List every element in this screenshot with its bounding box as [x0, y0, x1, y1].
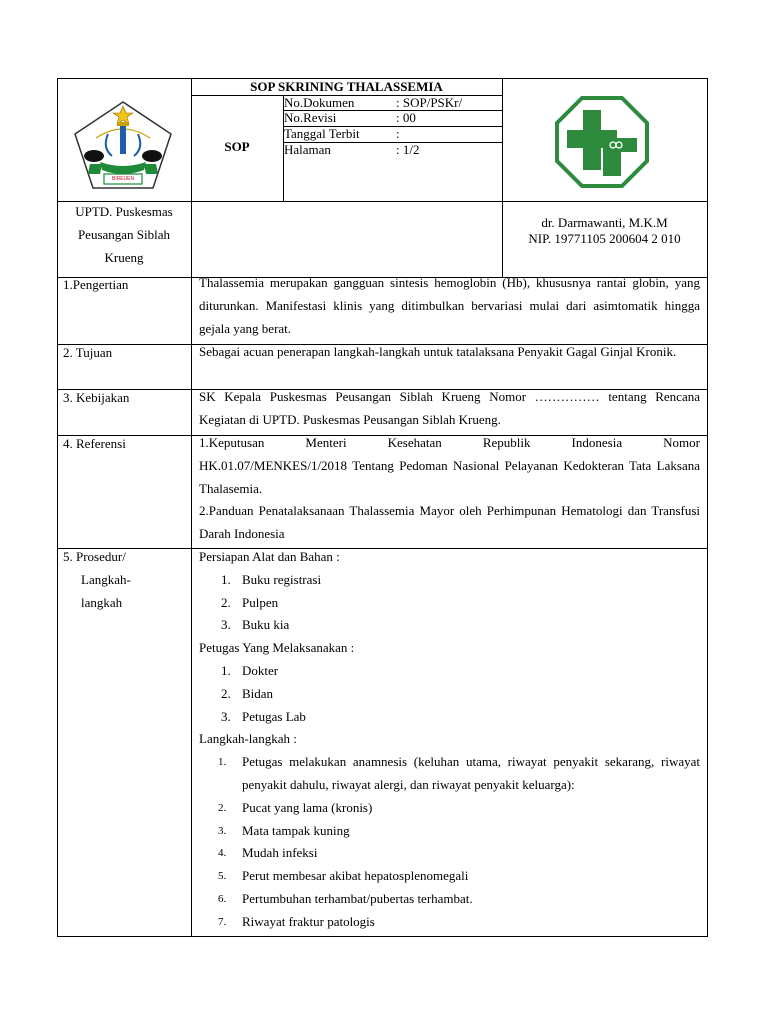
- list-item: 5. Perut membesar akibat hepatosplenomegali: [218, 868, 469, 884]
- section-label-pengertian: 1.Pengertian: [63, 277, 129, 292]
- prosedur-label-line-1: 5. Prosedur/: [63, 549, 126, 564]
- list-item: 7. Riwayat fraktur patologis: [218, 913, 375, 929]
- section-label-tujuan: 2. Tujuan: [63, 345, 113, 360]
- signatory-nip: NIP. 19771105 200604 2 010: [528, 231, 681, 246]
- meta-value-dokumen: : SOP/PSKr/: [396, 95, 463, 110]
- regency-logo: [72, 100, 174, 190]
- list-item: 2. Bidan: [221, 685, 274, 701]
- meta-value-halaman: : 1/2: [396, 142, 420, 157]
- signatory-name: dr. Darmawanti, M.K.M: [541, 215, 668, 230]
- petugas-heading: Petugas Yang Melaksanakan :: [199, 640, 355, 656]
- puskesmas-logo: [555, 96, 649, 188]
- list-item: 1. Dokter: [221, 662, 279, 678]
- section-text-prosedur: [199, 546, 700, 934]
- logo-banner-text: BIREUEN: [111, 176, 135, 182]
- section-text-tujuan: Sebagai acuan penerapan langkah-langkah untuk tatalaksana Penyakit Gagal Ginjal Kronik.: [199, 344, 677, 359]
- prosedur-label-line-2: Langkah-: [81, 571, 131, 587]
- prosedur-label-line-3: langkah: [81, 594, 123, 610]
- unit-name: [57, 200, 191, 269]
- unit-name-line-1: UPTD. Puskesmas: [75, 204, 173, 219]
- referensi-item-2: 2.Panduan Penatalaksanaan Thalassemia Mayor oleh Perhimpunan Hematologi dan Transfusi Darah Indonesia: [199, 503, 700, 542]
- section-text-pengertian: Thalassemia merupakan gangguan sintesis hemoglobin (Hb), khususnya rantai globin, yang diturunkan. Manifestasi klinis yang ditimbulkan bervariasi mulai dari asimtomatik hingga gejala yang berat.: [199, 275, 700, 336]
- puskesmas-cross-icon: [555, 96, 649, 188]
- referensi-item-1-first-line: 1.Keputusan Menteri Kesehatan Republik Indonesia Nomor: [199, 435, 700, 450]
- list-item: 2. Pucat yang lama (kronis): [218, 799, 373, 815]
- langkah-list: [199, 751, 700, 933]
- table-border-bottom: [57, 936, 708, 937]
- unit-name-line-3: Krueng: [104, 250, 144, 265]
- meta-label-dokumen: No.Dokumen: [284, 95, 355, 110]
- section-label-prosedur: [57, 546, 191, 614]
- list-item: 1. Buku registrasi: [221, 571, 322, 587]
- meta-label-tanggal: Tanggal Terbit: [284, 126, 360, 141]
- meta-label-halaman: Halaman: [284, 142, 331, 157]
- list-item: 2. Pulpen: [221, 594, 279, 610]
- list-item: 1. Petugas melakukan anamnesis (keluhan utama, riwayat penyakit sekarang, riwayat penyakit dahulu, riwayat alergi, dan riwayat penyakit keluarga):: [218, 754, 700, 792]
- list-item: 3. Mata tampak kuning: [218, 822, 350, 838]
- sop-label: SOP: [224, 139, 250, 154]
- list-item: 4. Mudah infeksi: [218, 845, 318, 861]
- petugas-list: [199, 660, 700, 728]
- signatory-block: [502, 215, 707, 247]
- document-title: SOP SKRINING THALASSEMIA: [250, 79, 443, 94]
- section-text-referensi: [199, 432, 700, 546]
- meta-label-revisi: No.Revisi: [284, 110, 337, 125]
- alat-heading: Persiapan Alat dan Bahan :: [199, 549, 340, 564]
- list-item: 3. Petugas Lab: [221, 708, 306, 724]
- section-text-kebijakan: SK Kepala Puskesmas Peusangan Siblah Krueng Nomor …………… tentang Rencana Kegiatan di UPTD. Puskesmas Peusangan Siblah Krueng.: [199, 389, 700, 427]
- meta-value-tanggal: :: [396, 126, 400, 141]
- list-item: 6. Pertumbuhan terhambat/pubertas terhambat.: [218, 890, 473, 906]
- referensi-item-1-rest: HK.01.07/MENKES/1/2018 Tentang Pedoman Nasional Pelayanan Kedokteran Tata Laksana Thalasemia.: [199, 457, 700, 496]
- section-label-referensi: 4. Referensi: [63, 436, 126, 451]
- langkah-heading: Langkah-langkah :: [199, 731, 297, 747]
- unit-name-line-2: Peusangan Siblah: [77, 227, 171, 242]
- column-divider-logo: [502, 78, 503, 201]
- meta-value-revisi: : 00: [396, 110, 416, 125]
- section-label-kebijakan: 3. Kebijakan: [63, 390, 130, 405]
- column-divider-label: [191, 78, 192, 936]
- alat-list: [199, 569, 700, 637]
- table-border-right: [707, 78, 708, 936]
- list-item: 3. Buku kia: [221, 617, 290, 633]
